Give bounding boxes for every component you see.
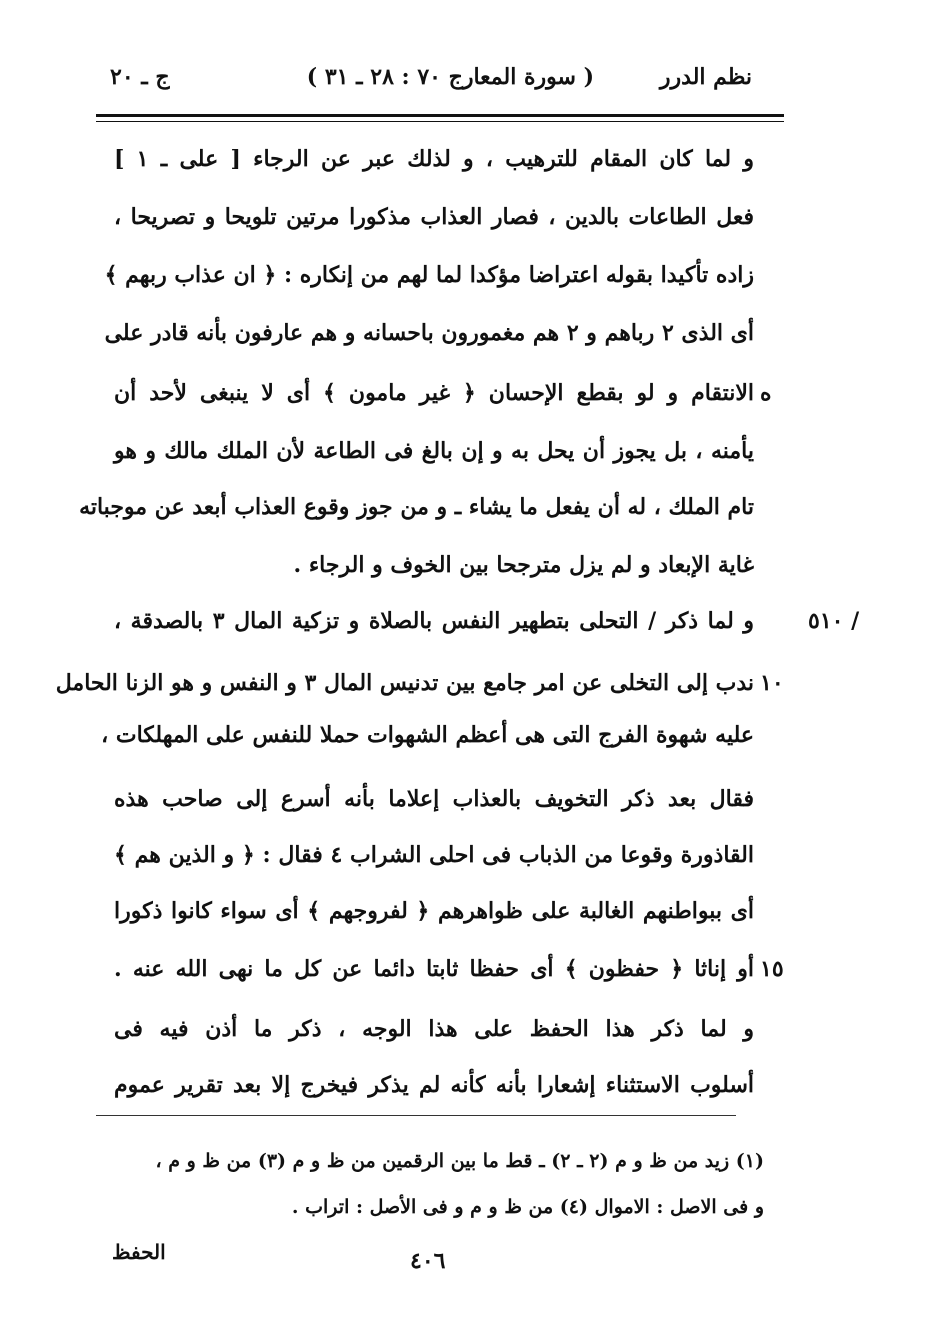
catchword: الحفظ [112,1240,166,1264]
header-rule-thin [96,121,784,122]
text-line-8: غاية الإبعاد و لم يزل مترجحا بين الخوف و الرجاء . [293,552,754,578]
page-number: ٤٠٦ [410,1248,446,1274]
header-rule [96,114,784,117]
text-line-16: و لما ذكر هذا الحفظ على هذا الوجه ، ذكر ما أذن فيه فى [114,1016,754,1042]
text-line-2: فعل الطاعات بالدين ، فصار العذاب مذكورا مرتين تلويحا و تصريحا ، [114,204,754,230]
line-number-5: ه [760,380,772,406]
volume-label: ج ـ ٢٠ [110,64,170,90]
footnote-line-2: و فى الاصل : الاموال (٤) من ظ و م و فى الأصل : اتراب . [291,1196,764,1218]
text-line-13: القاذورة وقوعا من الذباب فى احلى الشراب ٤ فقال : ﴿ و الذين هم ﴾ [114,842,754,868]
line-number-10: ١٠ [760,670,784,696]
margin-page-marker: / ٥١٠ [808,608,860,634]
text-line-4: أى الذى ٢ رباهم و ٢ هم مغمورون باحسانه و هم عارفون بأنه قادر على [104,320,754,346]
text-line-14: أى ببواطنهم الغالبة على ظواهرهم ﴿ لفروجهم ﴾ أى سواء كانوا ذكورا [114,898,755,924]
text-line-5: الانتقام و لو بقطع الإحسان ﴿ غير مامون ﴾ أى لا ينبغى لأحد أن [114,380,754,406]
footnote-rule [96,1115,736,1116]
footnote-line-1: (١) زيد من ظ و م (٢ ـ ٢) ـ قط ما بين الرقمين من ظ و م (٣) من ظ و م ، [155,1150,764,1172]
text-line-7: تام الملك ، له أن يفعل ما يشاء ـ و من جوز وقوع العذاب أبعد عن موجباته [79,494,754,520]
text-line-12: فقال بعد ذكر التخويف بالعذاب إعلاما بأنه أسرع إلى صاحب هذه [114,786,754,812]
text-line-10: ندب إلى التخلى عن امر جامع بين تدنيس المال ٣ و النفس و هو الزنا الحامل [55,670,754,696]
running-title: نظم الدرر [659,64,752,90]
text-line-1: و لما كان المقام للترهيب ، و لذلك عبر عن الرجاء [ على ـ ١ ] [114,146,754,172]
text-line-3: زاده تأكيدا بقوله اعتراضا مؤكدا لما لهم من إنكاره : ﴿ ان عذاب ربهم ﴾ [104,262,754,288]
surah-reference: ( سورة المعارج ٧٠ : ٢٨ ـ ٣١ ) [306,64,594,90]
line-number-15: ١٥ [760,956,784,982]
text-line-9: و لما ذكر / التحلى بتطهير النفس بالصلاة و تزكية المال ٣ بالصدقة ، [114,608,755,634]
text-line-15: أو إناثا ﴿ حفظون ﴾ أى حفظا ثابتا دائما عن كل ما نهى الله عنه . [114,956,754,982]
text-line-6: يأمنه ، بل يجوز أن يحل به و إن بالغ فى الطاعة لأن الملك مالك و هو [114,438,754,464]
text-line-11: عليه شهوة الفرج التى هى أعظم الشهوات حملا للنفس على المهلكات ، [101,722,754,748]
text-line-17: أسلوب الاستثناء إشعارا بأنه كأنه لم يذكر فيخرج إلا بعد تقرير عموم [114,1072,754,1098]
